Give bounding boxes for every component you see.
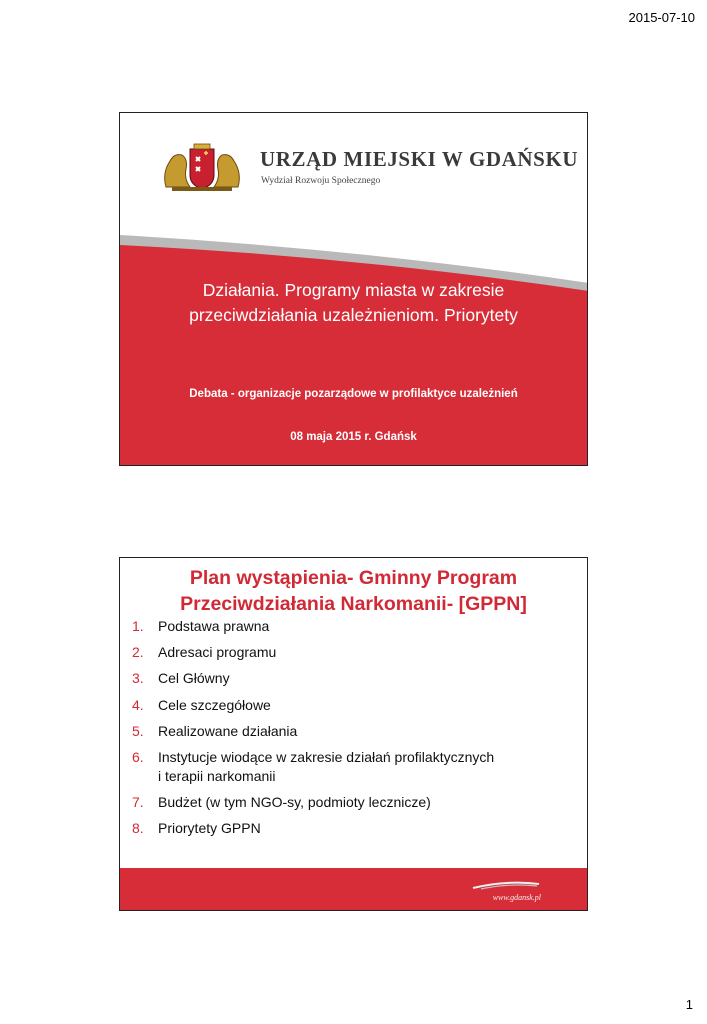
item-text: Podstawa prawna: [158, 618, 270, 634]
item-number: 3.: [132, 670, 144, 687]
list-item: [132, 643, 572, 662]
item-number: 4.: [132, 696, 144, 713]
item-number: 6.: [132, 748, 144, 765]
agenda-title-line-2: Przeciwdziałania Narkomanii- [GPPN]: [180, 593, 527, 615]
item-number: 1.: [132, 618, 144, 634]
item-text: Realizowane działania: [158, 722, 298, 739]
item-text: Cel Główny: [158, 670, 230, 687]
slide-footer: [120, 868, 587, 910]
item-text: [158, 748, 572, 786]
title-line-1: Działania. Programy miasta w zakresie: [202, 280, 505, 300]
title-slide: [119, 112, 588, 466]
page-date: 2015-07-10: [628, 10, 695, 25]
item-number: 7.: [132, 794, 144, 811]
list-item: [132, 819, 572, 838]
list-item: [132, 748, 572, 786]
city-hall-logo: [160, 143, 580, 203]
item-text: Adresaci programu: [158, 644, 277, 661]
list-item: [132, 669, 572, 688]
agenda-list: [132, 617, 572, 846]
agenda-slide: [119, 557, 588, 911]
title-line-2: przeciwdziałania uzależnieniom. Priorytety: [189, 305, 518, 325]
item-text-line-2: i terapii narkomanii: [158, 767, 276, 784]
item-text: Cele szczegółowe: [158, 696, 271, 713]
list-item: [132, 617, 572, 636]
gdansk-swoosh-icon: [471, 880, 541, 890]
list-item: [132, 793, 572, 812]
item-number: 2.: [132, 644, 144, 661]
list-item: [132, 722, 572, 741]
event-date: 08 maja 2015 r. Gdańsk: [290, 431, 417, 443]
department-name: Wydział Rozwoju Społecznego: [261, 176, 381, 186]
organization-name: URZĄD MIEJSKI W GDAŃSKU: [260, 147, 579, 171]
gdansk-crest-icon: [160, 143, 244, 193]
list-item: [132, 696, 572, 715]
item-text: Priorytety GPPN: [158, 820, 261, 837]
item-text: Budżet (w tym NGO-sy, podmioty lecznicze): [158, 794, 431, 811]
agenda-title: [120, 565, 587, 617]
page-number: 1: [685, 997, 693, 1012]
event-name: Debata - organizacje pozarządowe w profilaktyce uzależnień: [189, 388, 518, 400]
agenda-title-line-1: Plan wystąpienia- Gminny Program: [189, 567, 518, 589]
item-number: 5.: [132, 722, 144, 739]
item-text-line-1: Instytucje wiodące w zakresie działań profilaktycznych: [158, 748, 495, 765]
footer-url: www.gdansk.pl: [492, 893, 541, 902]
presentation-title: [140, 278, 567, 328]
item-number: 8.: [132, 820, 144, 837]
